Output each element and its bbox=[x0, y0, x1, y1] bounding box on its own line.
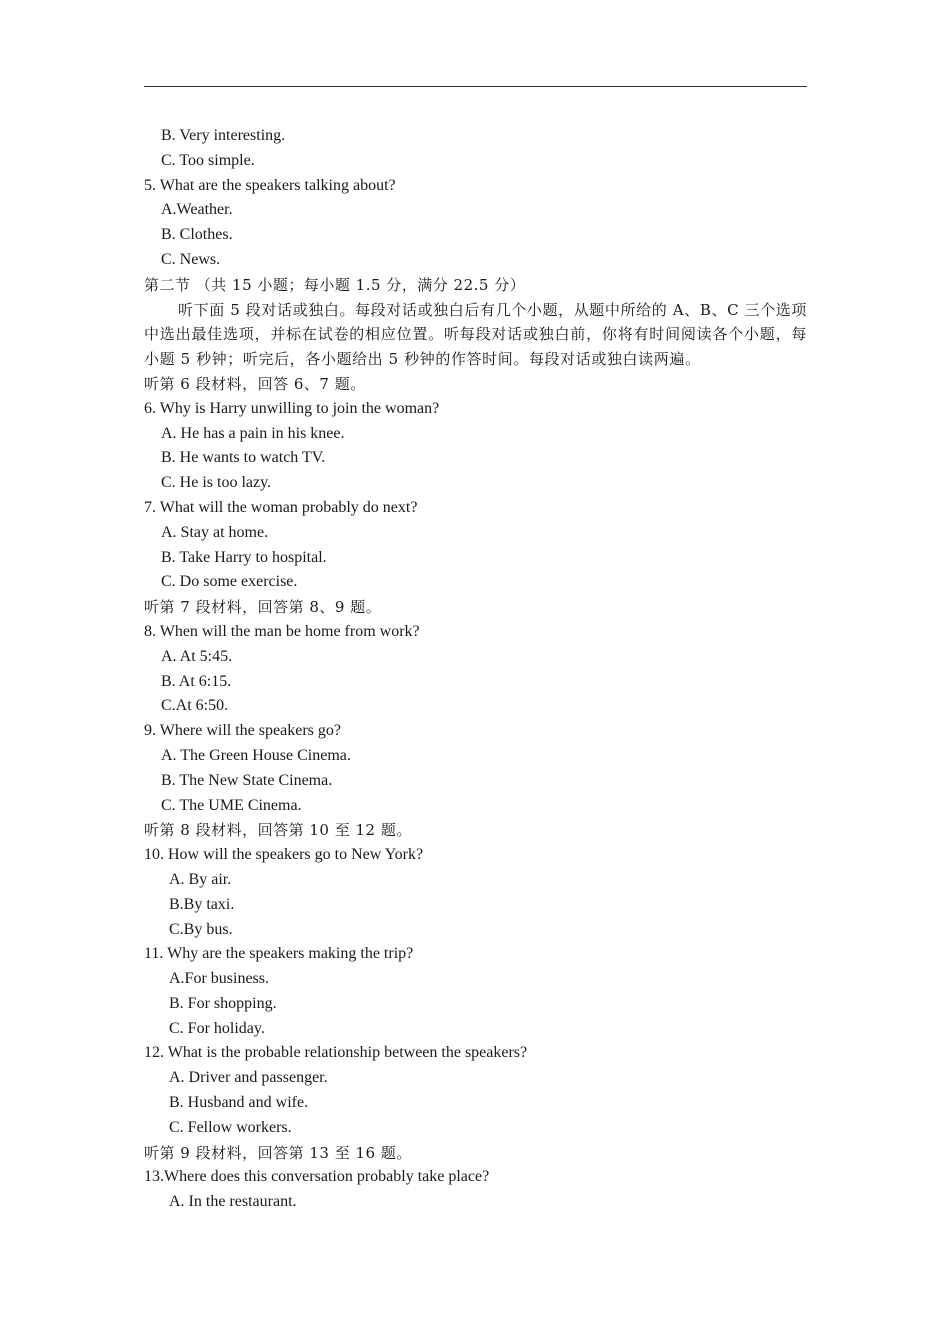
section-instructions: 听下面 5 段对话或独白。每段对话或独白后有几个小题，从题中所给的 A、B、C 三个选项中选出最佳选项，并标在试卷的相应位置。听每段对话或独白前，你将有时间阅读各个小题，每小题 5 秒钟；听完后，各小题给出 5 秒钟的作答时间。每段对话或独白读两遍。 bbox=[144, 300, 807, 369]
option-a-q7: A. Stay at home. bbox=[161, 523, 269, 541]
section-heading: 第二节 （共 15 小题；每小题 1.5 分，满分 22.5 分） bbox=[144, 275, 526, 294]
option-c-q5: C. News. bbox=[161, 250, 221, 268]
option-c-q4: C. Too simple. bbox=[161, 151, 255, 169]
question-10: 10. How will the speakers go to New York? bbox=[144, 846, 424, 864]
option-c-q12: C. Fellow workers. bbox=[169, 1118, 292, 1136]
option-b-q5: B. Clothes. bbox=[161, 226, 233, 244]
question-5: 5. What are the speakers talking about? bbox=[144, 176, 396, 194]
option-c-q9: C. The UME Cinema. bbox=[161, 796, 302, 814]
passage-6-intro: 听第 6 段材料，回答 6、7 题。 bbox=[144, 374, 366, 393]
option-c-q10: C.By bus. bbox=[169, 920, 233, 938]
option-b-q4: B. Very interesting. bbox=[161, 127, 286, 144]
option-b-q8: B. At 6:15. bbox=[161, 672, 232, 690]
option-c-q6: C. He is too lazy. bbox=[161, 474, 272, 492]
passage-8-intro: 听第 8 段材料，回答第 10 至 12 题。 bbox=[144, 821, 412, 840]
option-c-q8: C.At 6:50. bbox=[161, 697, 229, 715]
option-c-q7: C. Do some exercise. bbox=[161, 573, 298, 591]
question-13: 13.Where does this conversation probably take place? bbox=[144, 1168, 490, 1186]
option-b-q11: B. For shopping. bbox=[169, 994, 277, 1012]
option-b-q10: B.By taxi. bbox=[169, 895, 235, 913]
option-b-q12: B. Husband and wife. bbox=[169, 1094, 309, 1112]
question-6: 6. Why is Harry unwilling to join the woman? bbox=[144, 399, 440, 417]
option-a-q10: A. By air. bbox=[169, 870, 232, 888]
option-c-q11: C. For holiday. bbox=[169, 1019, 265, 1037]
option-a-q6: A. He has a pain in his knee. bbox=[161, 424, 345, 442]
question-9: 9. Where will the speakers go? bbox=[144, 722, 341, 740]
passage-7-intro: 听第 7 段材料，回答第 8、9 题。 bbox=[144, 598, 382, 617]
option-b-q9: B. The New State Cinema. bbox=[161, 771, 333, 789]
option-b-q6: B. He wants to watch TV. bbox=[161, 449, 326, 467]
option-a-q13: A. In the restaurant. bbox=[169, 1193, 297, 1211]
option-a-q11: A.For business. bbox=[169, 970, 270, 988]
passage-9-intro: 听第 9 段材料，回答第 13 至 16 题。 bbox=[144, 1143, 412, 1162]
option-a-q8: A. At 5:45. bbox=[161, 647, 233, 665]
option-a-q5: A.Weather. bbox=[161, 201, 233, 219]
question-7: 7. What will the woman probably do next? bbox=[144, 498, 418, 516]
question-12: 12. What is the probable relationship between the speakers? bbox=[144, 1044, 528, 1062]
option-a-q9: A. The Green House Cinema. bbox=[161, 746, 351, 764]
exam-page-content bbox=[144, 124, 807, 1215]
option-b-q7: B. Take Harry to hospital. bbox=[161, 548, 327, 566]
option-a-q12: A. Driver and passenger. bbox=[169, 1069, 328, 1087]
question-11: 11. Why are the speakers making the trip? bbox=[144, 945, 414, 963]
header-rule bbox=[144, 86, 807, 87]
question-8: 8. When will the man be home from work? bbox=[144, 622, 420, 640]
